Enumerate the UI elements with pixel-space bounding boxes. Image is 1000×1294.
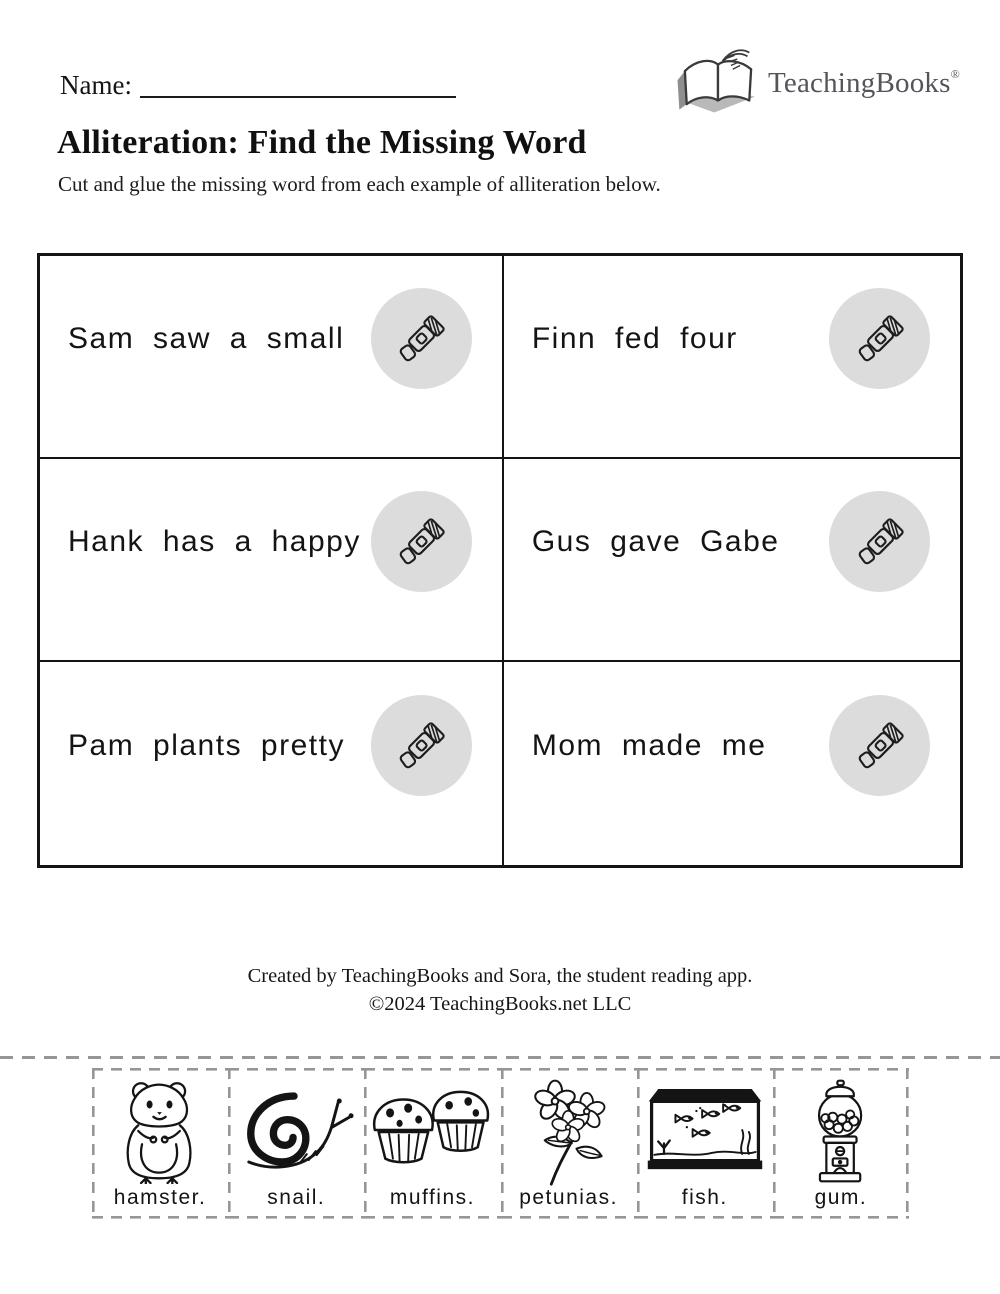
muffins-illustration: [371, 1082, 493, 1180]
glue-stick-icon: [851, 310, 909, 368]
glue-spot: [829, 491, 930, 592]
phrase-text: Mom made me: [531, 728, 767, 762]
gumball-machine-illustration: [798, 1077, 884, 1185]
cutout-card-hamster: [92, 1068, 228, 1219]
card-label: muffins.: [389, 1186, 475, 1209]
petunias-illustration: [517, 1076, 621, 1186]
glue-spot: [371, 695, 472, 796]
glue-stick-icon: [851, 717, 909, 775]
phrase-cell: [40, 256, 504, 459]
card-label: gum.: [814, 1186, 868, 1209]
card-art: [92, 1068, 228, 1186]
cutout-card-strip: [92, 1068, 909, 1218]
glue-spot: [371, 491, 472, 592]
phrase-cell: [504, 459, 960, 662]
card-label: hamster.: [113, 1186, 207, 1209]
cutout-card-gum: [773, 1068, 909, 1219]
glue-spot: [829, 288, 930, 389]
name-field-row: [60, 70, 456, 101]
glue-stick-icon: [392, 310, 450, 368]
snail-illustration: [237, 1084, 355, 1178]
cutout-card-fish: [637, 1068, 773, 1219]
fish-tank-illustration: [643, 1085, 767, 1177]
card-art: [637, 1068, 773, 1186]
phrase-cell: [504, 256, 960, 459]
card-art: [228, 1068, 364, 1186]
glue-stick-icon: [392, 513, 450, 571]
glue-spot: [829, 695, 930, 796]
cut-here-dashed-line: [0, 1056, 1000, 1059]
name-blank-line: [140, 70, 456, 98]
page-title: Alliteration: Find the Missing Word: [57, 124, 587, 161]
card-art: [773, 1068, 909, 1186]
open-book-icon: [672, 48, 764, 118]
alliteration-table: [37, 253, 963, 868]
cutout-card-petunias: [501, 1068, 637, 1219]
phrase-text: Pam plants pretty: [68, 728, 345, 762]
brand-name: TeachingBooks®: [768, 66, 960, 99]
card-art: [501, 1068, 637, 1186]
phrase-text: Hank has a happy: [68, 524, 361, 558]
card-label: fish.: [681, 1186, 728, 1209]
credit-text: [0, 962, 1000, 1018]
glue-spot: [371, 288, 472, 389]
instructions-text: Cut and glue the missing word from each example of alliteration below.: [58, 172, 661, 196]
glue-stick-icon: [851, 513, 909, 571]
phrase-text: Gus gave Gabe: [531, 524, 780, 558]
registered-trademark: ®: [950, 66, 960, 81]
phrase-cell: [40, 459, 504, 662]
teachingbooks-logo: [672, 48, 960, 118]
glue-stick-icon: [392, 717, 450, 775]
card-label: petunias.: [519, 1186, 618, 1209]
credit-line-1: Created by TeachingBooks and Sora, the student reading app.: [247, 965, 753, 987]
phrase-cell: [504, 662, 960, 865]
cutout-card-muffins: [364, 1068, 500, 1219]
phrase-text: Finn fed four: [531, 321, 738, 355]
card-label: snail.: [267, 1186, 326, 1209]
credit-line-2: ©2024 TeachingBooks.net LLC: [368, 993, 632, 1015]
cutout-card-snail: [228, 1068, 364, 1219]
name-label: Name:: [60, 70, 132, 100]
phrase-cell: [40, 662, 504, 865]
phrase-text: Sam saw a small: [68, 321, 345, 355]
card-art: [364, 1068, 500, 1186]
hamster-illustration: [116, 1078, 204, 1184]
